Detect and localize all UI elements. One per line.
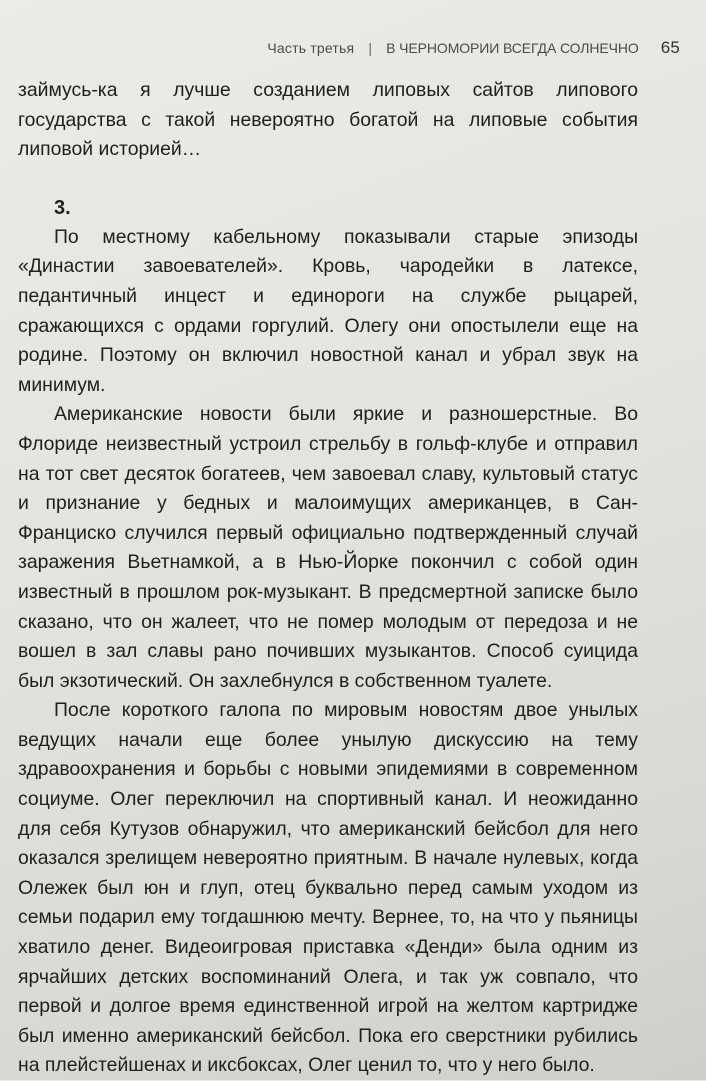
header-separator: | xyxy=(368,40,373,56)
section-number: 3. xyxy=(54,196,71,219)
page-number: 65 xyxy=(660,38,680,57)
paragraph-american-news: Американские новости были яркие и разношерстные. Во Флориде неизвестный устроил стрельбу в гольф-клубе и отправил на тот свет десяток богатеев, чем завоевал славу, культовый статус и признание у бедных и малоимущих американцев, в Сан-Франциско случился первый официально подтвержденный случай заражения Вьетнамкой, а в Нью-Йорке покончил с собой один известный в прошлом рок-музыкант. В предсмертной записке было сказано, что он жалеет, что не помер молодым от передоза и не вошел в зал славы рано почивших музыкантов. Способ суицида был экзотический. Он захлебнулся в собственном туалете. xyxy=(18,403,638,692)
header-part-title: Часть третья xyxy=(267,40,355,56)
header-chapter-title: В ЧЕРНОМОРИИ ВСЕГДА СОЛНЕЧНО xyxy=(386,40,639,56)
paragraph-cable-tv: По местному кабельному показывали старые эпизоды «Династии завоевателей». Кровь, чародейки в латексе, педантичный инцест и единороги на службе рыцарей, сражающихся с ордами горгулий. Олегу они опостылели еще на родине. Поэтому он включил новостной канал и убрал звук на минимум. xyxy=(18,225,638,396)
running-header xyxy=(200,38,680,60)
continued-paragraph: займусь-ка я лучше созданием липовых сайтов липового государства с такой невероятно богатой на липовые события липовой историей… xyxy=(18,79,638,161)
paragraph-baseball: После короткого галопа по мировым новостям двое унылых ведущих начали еще более унылую дискуссию на тему здравоохранения и борьбы с новыми эпидемиями в современном социуме. Олег переключил на спортивный канал. И неожиданно для себя Кутузов обнаружил, что американский бейсбол для него оказался зрелищем невероятно приятным. В начале нулевых, когда Олежек был юн и глуп, отец буквально перед самым уходом из семьи подарил ему тогдашнюю мечту. Вернее, то, на что у пьяницы хватило денег. Видеоигровая приставка «Денди» была одним из ярчайших детских воспоминаний Олега, и так уж совпало, что первой и долгое время единственной игрой на желтом картридже был именно американский бейсбол. Пока его сверстники рубились на плейстейшенах и иксбоксах, Олег ценил то, что у него было. xyxy=(18,699,638,1077)
body-text xyxy=(18,76,638,1081)
